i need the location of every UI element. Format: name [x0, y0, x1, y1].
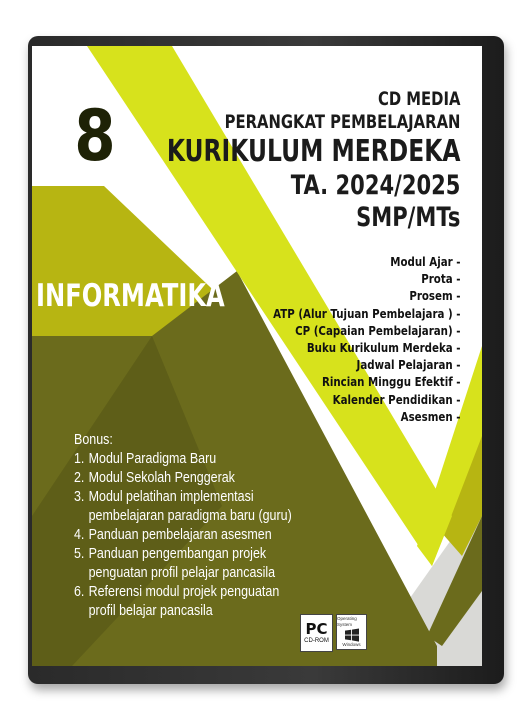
- contents-item: Prota -: [420, 271, 460, 287]
- bonus-item-text: Modul pelatihan implementasi: [88, 489, 254, 505]
- contents-list: [273, 253, 460, 425]
- contents-item: Rincian Minggu Efektif -: [321, 374, 460, 390]
- title-line-perangkat: PERANGKAT PEMBELAJARAN: [224, 111, 460, 133]
- contents-item: Asesmen -: [400, 408, 460, 424]
- title-line-level: SMP/MTs: [355, 202, 460, 233]
- title-line-kurikulum: KURIKULUM MERDEKA: [166, 134, 460, 169]
- contents-item: CP (Capaian Pembelajaran) -: [294, 322, 460, 338]
- subject-title: INFORMATIKA: [36, 278, 225, 314]
- bonus-item-text: Modul Sekolah Penggerak: [88, 470, 235, 486]
- contents-item: Kalender Pendidikan -: [332, 391, 460, 407]
- bonus-item-number: 5.: [74, 546, 85, 562]
- grade-number: 8: [74, 95, 116, 177]
- title-line-year: TA. 2024/2025: [290, 170, 460, 201]
- bonus-item-number: 2.: [74, 470, 85, 486]
- contents-item: Prosem -: [408, 288, 460, 304]
- bonus-item-text: Modul Paradigma Baru: [88, 451, 217, 467]
- pc-cdrom-badge: [300, 614, 333, 652]
- windows-label: Windows: [342, 642, 361, 647]
- os-label: Operating System: [337, 616, 357, 627]
- contents-item: Jadwal Pelajaran -: [356, 357, 460, 373]
- bonus-item-text: penguatan profil pelajar pancasila: [88, 565, 276, 581]
- windows-badge: [336, 614, 367, 650]
- bonus-item-number: 1.: [74, 451, 85, 467]
- bonus-item: [74, 450, 292, 469]
- windows-logo-icon: [343, 628, 361, 642]
- bonus-item-text: pembelajaran paradigma baru (guru): [88, 508, 292, 524]
- title-line-cd-media: CD MEDIA: [377, 88, 460, 110]
- bonus-item: [74, 526, 292, 545]
- bonus-item-number: 6.: [74, 584, 85, 600]
- cdrom-label: CD-ROM: [304, 638, 329, 644]
- bonus-list: [74, 431, 292, 621]
- contents-item: Buku Kurikulum Merdeka -: [306, 340, 460, 356]
- bonus-heading: Bonus:: [74, 432, 113, 448]
- bonus-item-number: 4.: [74, 527, 85, 543]
- cd-cover: [32, 46, 482, 666]
- bonus-item-text: Referensi modul projek penguatan: [88, 584, 280, 600]
- bonus-item-continuation: [74, 507, 292, 526]
- contents-item: Modul Ajar -: [389, 254, 460, 269]
- title-block: [166, 88, 460, 234]
- platform-badges: [300, 614, 367, 652]
- bonus-item-text: Panduan pembelajaran asesmen: [88, 527, 272, 543]
- pc-label: PC: [305, 620, 328, 638]
- bonus-item: [74, 469, 292, 488]
- bonus-item: [74, 583, 292, 602]
- bonus-item-continuation: [74, 564, 292, 583]
- bonus-item: [74, 545, 292, 564]
- bonus-item-text: profil belajar pancasila: [88, 603, 213, 619]
- bonus-item-text: Panduan pengembangan projek: [88, 546, 267, 562]
- contents-item: ATP (Alur Tujuan Pembelajara ) -: [272, 305, 460, 321]
- bonus-item-number: 3.: [74, 489, 85, 505]
- bonus-item-continuation: [74, 602, 292, 621]
- bonus-item: [74, 488, 292, 507]
